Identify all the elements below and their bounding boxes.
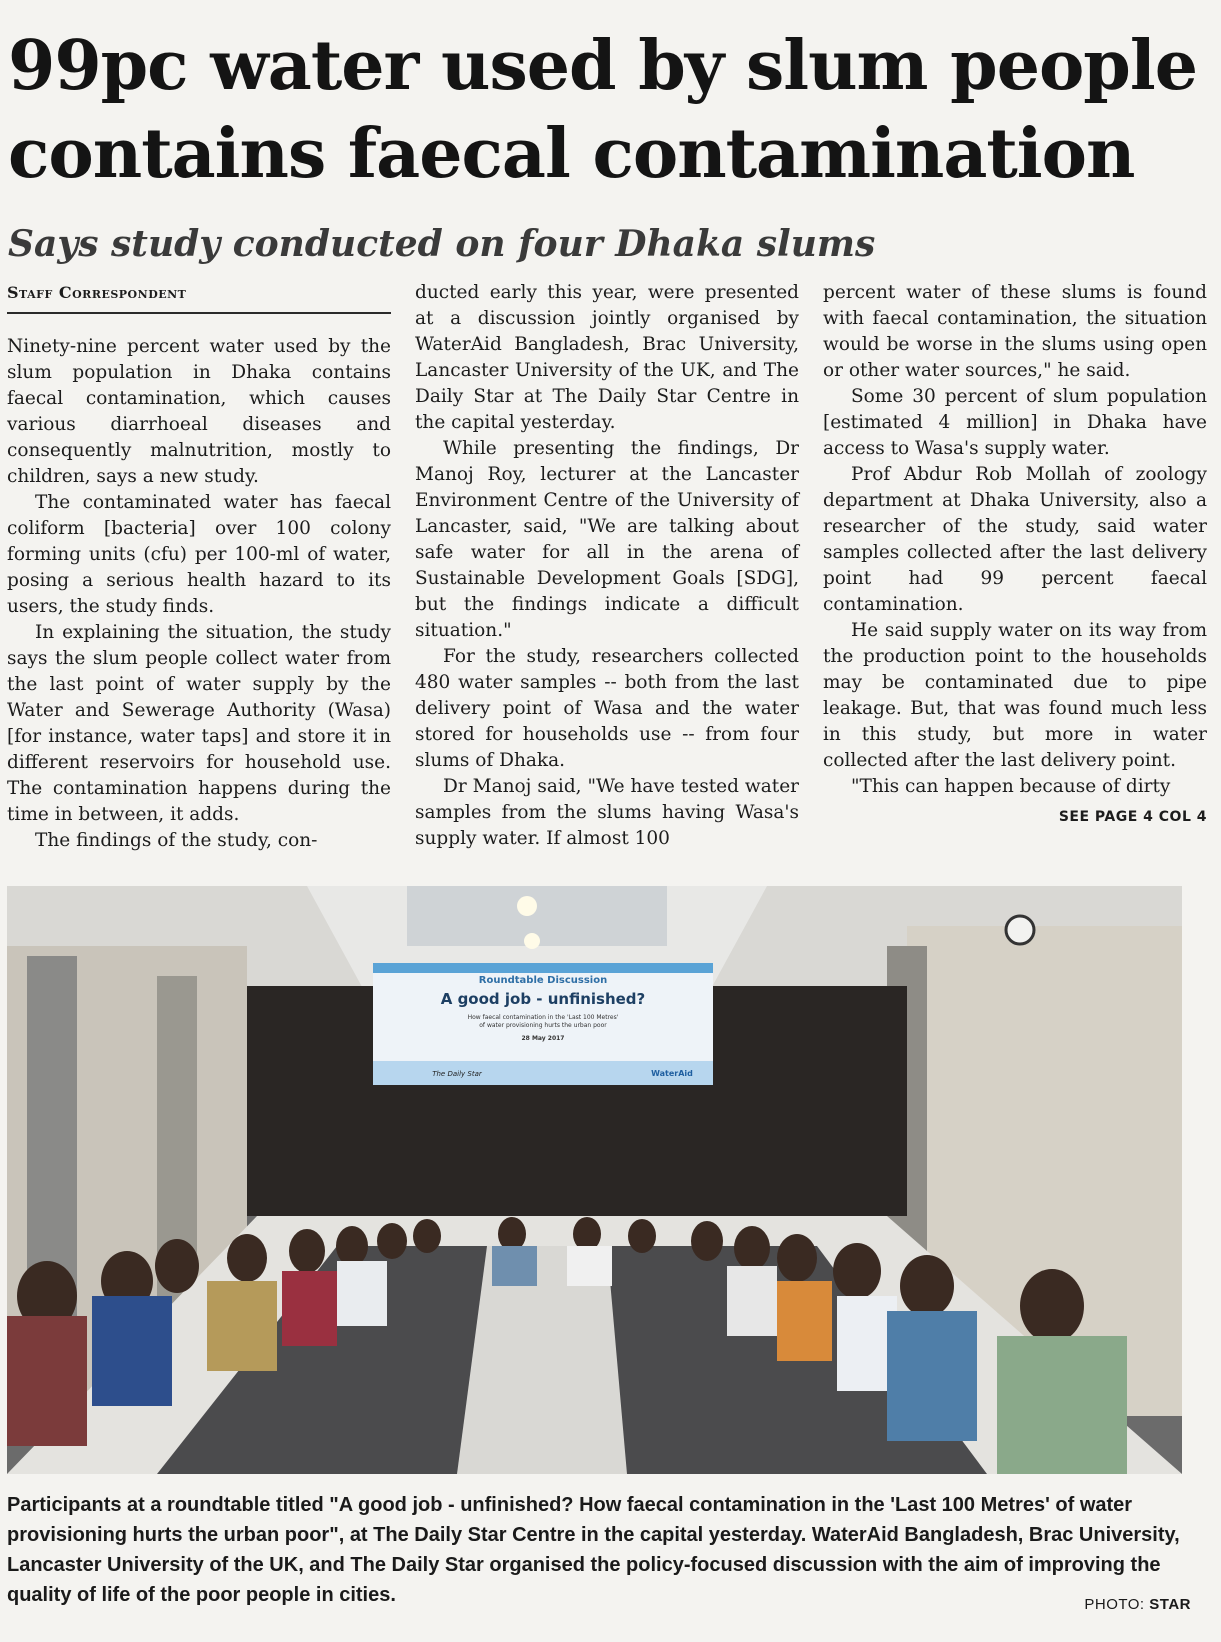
banner-title: A good job - unfinished? — [440, 990, 646, 1008]
banner-subtitle: Roundtable Discussion — [478, 975, 608, 986]
paragraph: "This can happen because of dirty — [851, 776, 1171, 797]
paragraph: percent water of these slums is found with faecal contamination, the situation would be worse in the slums using open or other water sources," he said. — [823, 282, 1207, 381]
banner-date: 28 May 2017 — [521, 1035, 565, 1042]
headline — [8, 22, 1213, 198]
paragraph: The findings of the study, con- — [35, 830, 318, 851]
photo-credit-source: STAR — [1149, 1596, 1191, 1613]
byline: Staff Correspondent — [7, 280, 391, 314]
photo-credit — [1084, 1596, 1191, 1613]
paragraph: In explaining the situation, the study says the slum people collect water from the last point of water supply by the Water and Sewerage Authority (Wasa) [for instance, water taps] and store it in different reservoirs for household use. The contamination happens during the time in between, it adds. — [7, 622, 391, 825]
paragraph: Some 30 percent of slum population [estimated 4 million] in Dhaka have access to Wasa's supply water. — [823, 386, 1207, 459]
paragraph: He said supply water on its way from the production point to the households may be contaminated due to pipe leakage. But, that was found much less in this study, but more in water collected after the last delivery point. — [823, 620, 1207, 771]
photo-credit-label: PHOTO: — [1084, 1596, 1145, 1613]
banner-line-3: of water provisioning hurts the urban poor — [479, 1022, 607, 1029]
continued-jump-line[interactable]: SEE PAGE 4 COL 4 — [1058, 809, 1207, 825]
photo-caption: Participants at a roundtable titled "A good job - unfinished? How faecal contamination in the 'Last 100 Metres' of water provisioning hurts the urban poor", at The Daily Star Centre in the capital yesterday. WaterAid Bangladesh, Brac University, Lancaster University of the UK, and The Daily Star organised the policy-focused discussion with the aim of improving the quality of life of the poor people in cities. — [7, 1494, 1180, 1606]
paragraph: ducted early this year, were presented at a discussion jointly organised by WaterAid Bangladesh, Brac University, Lancaster University of the UK, and The Daily Star at The Daily Star Centre in the capital yesterday. — [415, 282, 799, 433]
banner-line-2: How faecal contamination in the 'Last 100 Metres' — [467, 1014, 619, 1021]
subheadline: Says study conducted on four Dhaka slums — [8, 223, 876, 265]
paragraph: For the study, researchers collected 480 water samples -- both from the last delivery point of Wasa and the water stored for households use -- from four slums of Dhaka. — [415, 646, 799, 771]
headline-line-1: 99pc water used by slum people — [8, 26, 1197, 106]
article-column-2 — [415, 280, 799, 852]
article-body — [7, 280, 1215, 870]
paragraph: Ninety-nine percent water used by the slum population in Dhaka contains faecal contamination, which causes various diarrhoeal diseases and consequently malnutrition, mostly to children, says a new study. — [7, 336, 391, 487]
article-column-3 — [823, 280, 1207, 830]
paragraph: While presenting the findings, Dr Manoj Roy, lecturer at the Lancaster Environment Centre of the University of Lancaster, said, "We are talking about safe water for all in the arena of Sustainable Development Goals [SDG], but the findings indicate a difficult situation." — [415, 438, 799, 641]
article-column-1 — [7, 280, 391, 854]
paragraph: Dr Manoj said, "We have tested water samples from the slums having Wasa's supply water. If almost 100 — [415, 776, 799, 849]
headline-line-2: contains faecal contamination — [8, 114, 1135, 194]
roundtable-photo — [7, 886, 1182, 1474]
banner-logo-daily-star: The Daily Star — [432, 1070, 482, 1078]
paragraph: Prof Abdur Rob Mollah of zoology department at Dhaka University, also a researcher of the study, said water samples collected after the last delivery point had 99 percent faecal contamination. — [823, 464, 1207, 615]
paragraph: The contaminated water has faecal coliform [bacteria] over 100 colony forming units (cfu) per 100-ml of water, posing a serious health hazard to its users, the study finds. — [7, 492, 391, 617]
banner-logo-wateraid: WaterAid — [651, 1069, 693, 1078]
